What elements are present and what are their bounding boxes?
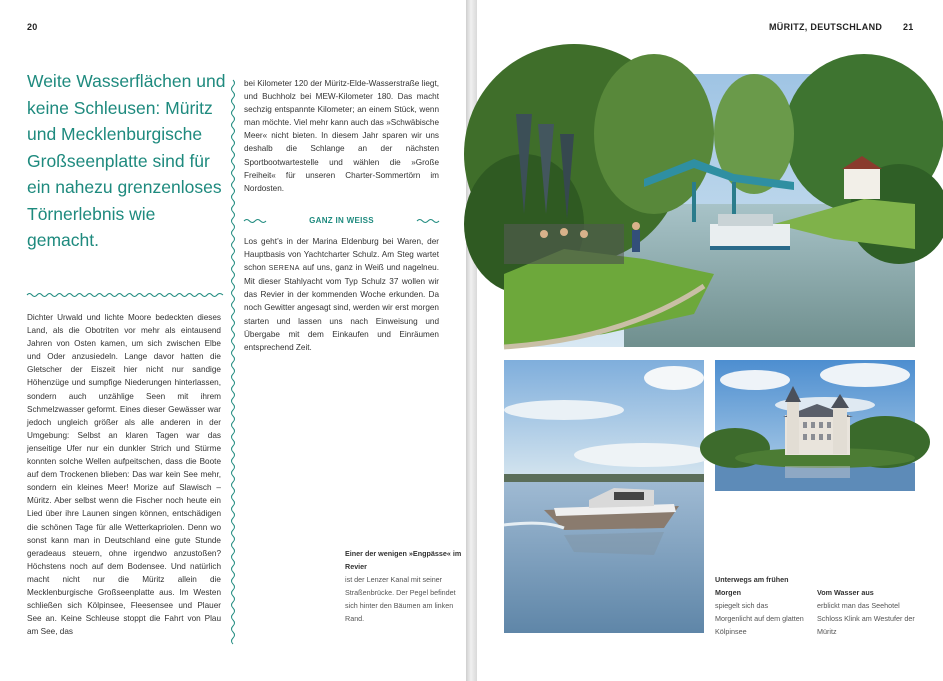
- section-subheading: [244, 215, 439, 227]
- caption-castle-title: Vom Wasser aus: [817, 588, 874, 597]
- article-headline: Weite Wasserflächen und keine Schleusen: Müritz und Mecklenburgische Großseenplatte sind für ein nahezu grenzenloses Törnerlebnis wie gemacht.: [27, 71, 226, 250]
- photo-schloss-klink: [715, 360, 915, 491]
- boat-name: SERENA: [268, 265, 300, 273]
- caption-morning: [715, 573, 805, 638]
- photo-lenzer-canal: [504, 74, 915, 347]
- body-text-a: Los geht’s in der Marina Eldenburg bei Waren, der Hauptbasis von Yachtcharter Schulz. Am Steg wartet schon: [244, 237, 439, 273]
- photo-motorboat: [504, 360, 704, 633]
- running-head: MÜRITZ, DEUTSCHLAND: [769, 22, 883, 32]
- body-column-1: Dichter Urwald und lichte Moore bedeckten dieses Land, als die Obotriten vor mehr als eintausend Jahren von Osten kamen, um sich zwischen Elbe und Oder anzusiedeln. Lange davor hatten die Gletscher der Eiszeit hier nicht nur sandige Höhenzüge und sumpfige Niederungen hinterlassen, sondern auch unzählige Seen mit ihrem Schmelzwasser geformt. Eines dieser Gewässer war jedoch ungleich größer als alle anderen in der Umgebung: Selbst an klaren Tagen war das jenseitige Ufer nur ein dunkler Strich und Stürme konnten solche Wellen aufpeitschen, dass die Boote auf dem Trockenen blieben: Das war kein See mehr, sondern ein kleines Meer! Morize auf Slawisch – Müritz. Aber selbst wenn die Fischer noch heute ein Lied über ihre Launen singen können, entschädigen die schönen Tage für alle Wetterkapriolen. Denn wo sonst kann man in Deutschland eine gute Stunde geradeaus steuern, ohne irgendwo anzustoßen? Höchstens noch auf dem Bodensee. Und natürlich macht nicht nur die Müritz allein die Mecklenburgische Großseenplatte aus. Im Westen schließen sich Kölpinsee, Fleesensee und Plauer See an. Keine Schleuse stoppt die Fahrt von Plau am See, das: [27, 313, 221, 637]
- caption-canal: [345, 547, 470, 625]
- caption-canal-text: ist der Lenzer Kanal mit seiner Straßenbrücke. Der Pegel befindet sich hinter den Bäumen am linken Rand.: [345, 575, 456, 623]
- subheading-label: GANZ IN WEISS: [309, 216, 374, 225]
- page-number-left: 20: [27, 22, 38, 32]
- caption-castle: [817, 586, 915, 638]
- caption-canal-title: Einer der wenigen »Engpässe« im Revier: [345, 549, 462, 571]
- wavy-divider: [27, 291, 223, 299]
- body-column-2-bottom: [244, 235, 439, 354]
- right-page: [345, 0, 943, 681]
- body-column-2-top: bei Kilometer 120 der Müritz-Elde-Wasserstraße liegt, und Buchholz bei MEW-Kilometer 180. Das macht sechzig entspannte Kilometer; an einem Stück, wenn man möchte. Viel mehr kann auch das »Schwäbische Meer« nicht bieten. In diesem Jahr sparen wir uns deshalb die Schlange an der nächsten Sportbootwartestelle und wählen die »Große Freiheit« für unseren Charter-Sommertörn im Nordosten.: [244, 79, 439, 193]
- vertical-wavy-rule: [229, 80, 237, 640]
- subhead-wave-right: [417, 218, 439, 224]
- body-text-b: auf uns, ganz in Weiß und nagelneu. Mit dieser Stahlyacht vom Typ Schulz 37 wollen wir das Revier in der kommenden Woche erkunden. Da noch Gewitter angesagt sind, werden wir erst morgen starten und lassen uns nach Einweisung und Übergabe mit dem Einkaufen und Einräumen entsprechend Zeit.: [244, 263, 439, 352]
- caption-morning-text: spiegelt sich das Morgenlicht auf dem glatten Kölpinsee: [715, 601, 804, 636]
- page-number-right: 21: [903, 22, 914, 32]
- caption-castle-text: erblickt man das Seehotel Schloss Klink am Westufer der Müritz: [817, 601, 915, 636]
- caption-morning-title: Unterwegs am frühen Morgen: [715, 575, 789, 597]
